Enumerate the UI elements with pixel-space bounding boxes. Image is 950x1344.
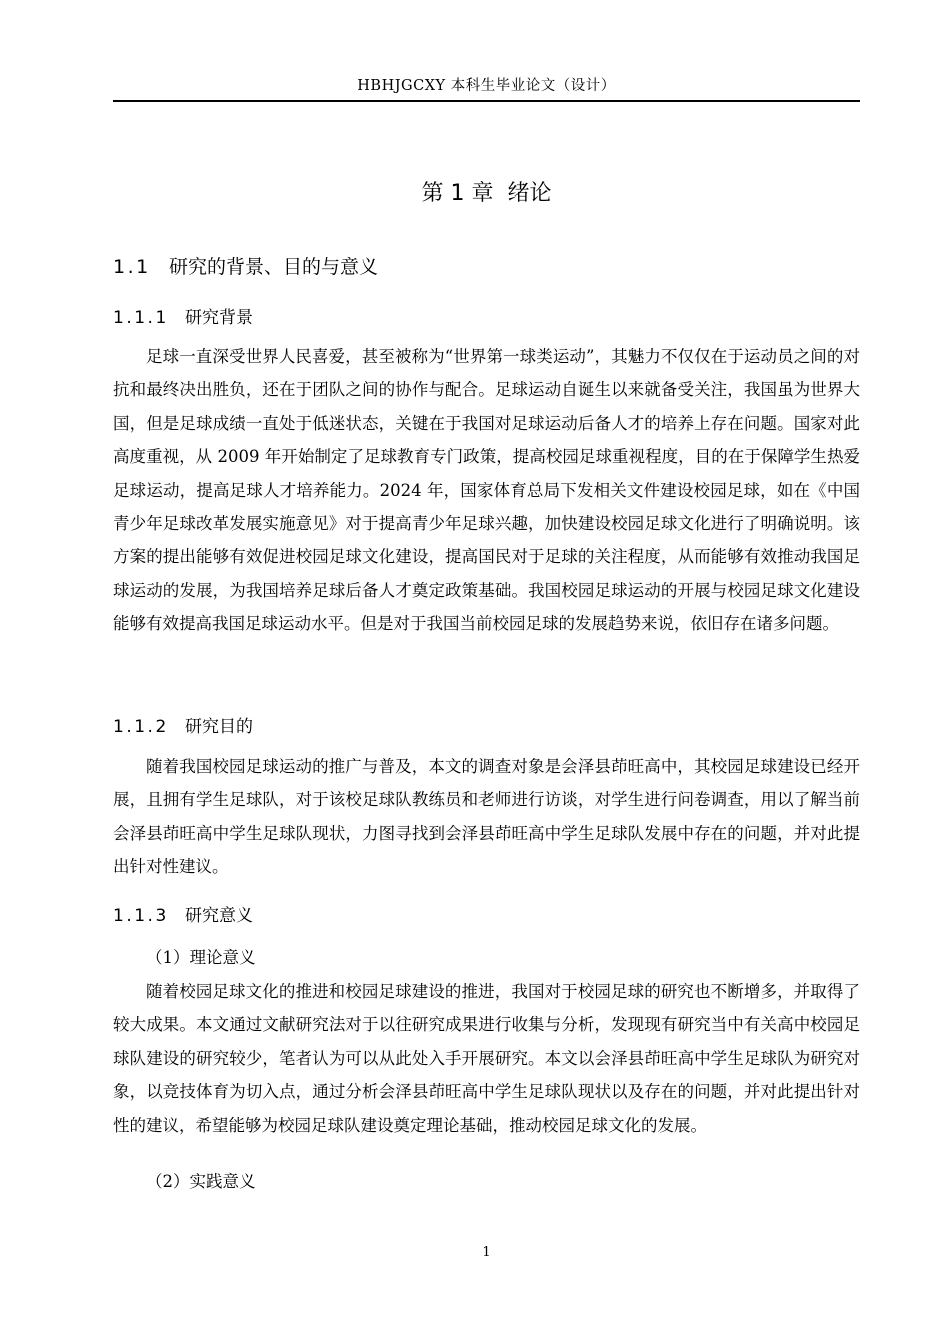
- subsection-heading-background: [113, 305, 253, 331]
- subsection-title: 研究意义: [185, 906, 253, 926]
- subsection-number: 1.1.3: [113, 906, 169, 926]
- paragraph-background: 足球一直深受世界人民喜爱，甚至被称为“世界第一球类运动”，其魅力不仅仅在于运动员之间的对抗和最终决出胜负，还在于团队之间的协作与配合。足球运动自诞生以来就备受关注，我国虽为世界大国，但是足球成绩一直处于低迷状态，关键在于我国对足球运动后备人才的培养上存在问题。国家对此高度重视，从 2009 年开始制定了足球教育专门政策，提高校园足球重视程度，目的在于保障学生热爱足球运动，提高足球人才培养能力。2024 年，国家体育总局下发相关文件建设校园足球，如在《中国青少年足球改革发展实施意见》对于提高青少年足球兴趣，加快建设校园足球文化进行了明确说明。该方案的提出能够有效促进校园足球文化建设，提高国民对于足球的关注程度，从而能够有效推动我国足球运动的发展，为我国培养足球后备人才奠定政策基础。我国校园足球运动的开展与校园足球文化建设能够有效提高我国足球运动水平。但是对于我国当前校园足球的发展趋势来说，依旧存在诸多问题。: [113, 347, 860, 634]
- page-number: 1: [482, 1245, 491, 1260]
- subsection-number: 1.1.1: [113, 308, 169, 328]
- chapter-title: 第 1 章 绪论: [421, 181, 552, 206]
- theory-significance-label: （1）理论意义: [146, 948, 256, 967]
- subsection-title: 研究背景: [185, 308, 253, 328]
- section-heading: [113, 253, 378, 281]
- header-divider: [113, 100, 860, 102]
- paragraph-purpose: 随着我国校园足球运动的推广与普及，本文的调查对象是会泽县茚旺高中，其校园足球建设已经开展，且拥有学生足球队，对于该校足球队教练员和老师进行访谈，对学生进行问卷调查，用以了解当前会泽县茚旺高中学生足球队现状，力图寻找到会泽县茚旺高中学生足球队发展中存在的问题，并对此提出针对性建议。: [113, 757, 860, 877]
- section-title: 研究的背景、目的与意义: [169, 256, 379, 278]
- subsection-number: 1.1.2: [113, 717, 169, 737]
- subsection-title: 研究目的: [185, 717, 253, 737]
- subsection-heading-significance: [113, 903, 253, 929]
- section-number: 1.1: [113, 256, 151, 278]
- paragraph-theory-significance: 随着校园足球文化的推进和校园足球建设的推进，我国对于校园足球的研究也不断增多，并取得了较大成果。本文通过文献研究法对于以往研究成果进行收集与分析，发现现有研究当中有关高中校园足球队建设的研究较少，笔者认为可以从此处入手开展研究。本文以会泽县茚旺高中学生足球队为研究对象，以竞技体育为切入点，通过分析会泽县茚旺高中学生足球队现状以及存在的问题，并对此提出针对性的建议，希望能够为校园足球队建设奠定理论基础，推动校园足球文化的发展。: [113, 982, 860, 1135]
- practice-significance-label: （2）实践意义: [146, 1172, 256, 1191]
- page-header: HBHJGCXY 本科生毕业论文（设计）: [357, 78, 616, 94]
- subsection-heading-purpose: [113, 714, 253, 740]
